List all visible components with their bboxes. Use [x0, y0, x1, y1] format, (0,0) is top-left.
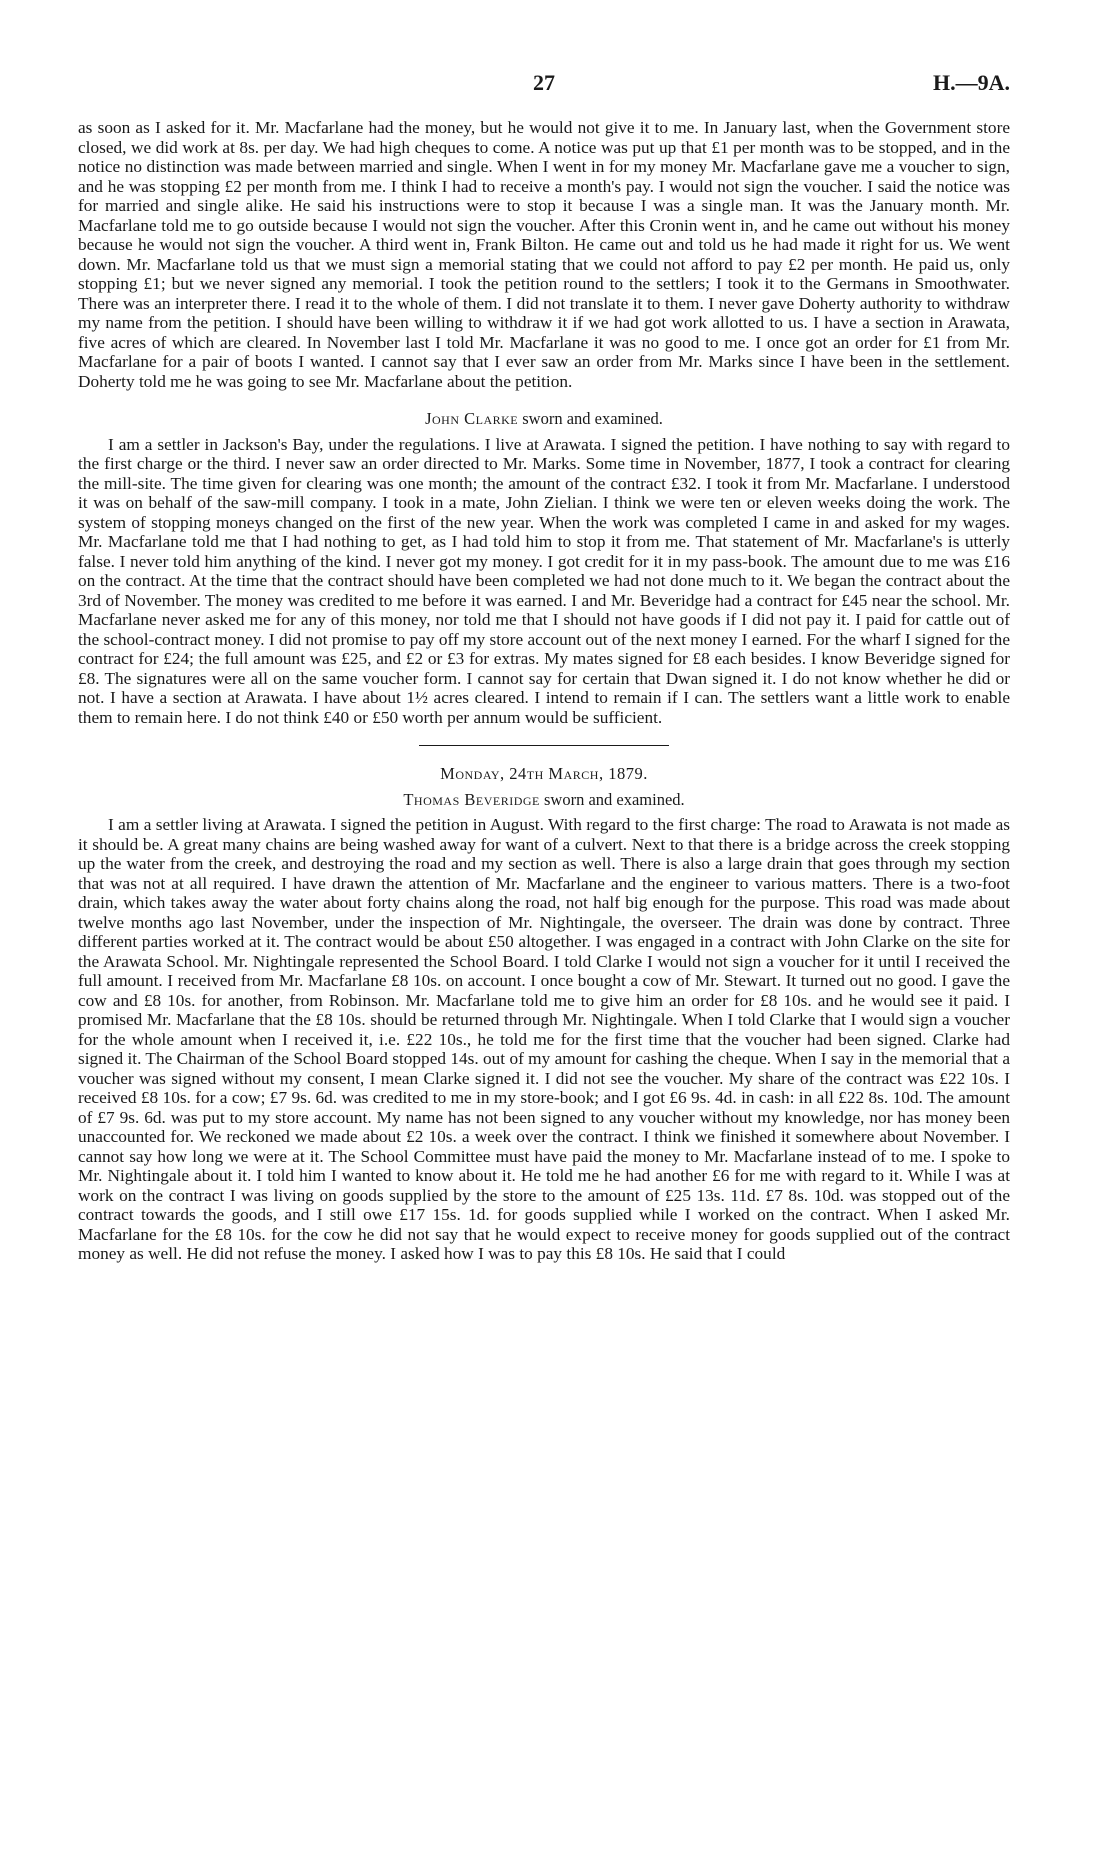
continuation-paragraph: as soon as I asked for it. Mr. Macfarlane had the money, but he would not give it to me. In January last, when the Government store closed, we did work at 8s. per day. We had high cheques to come. A notice was put up that £1 per month was to be stopped, and in the notice no distinction was made between married and single. When I went in for my money Mr. Macfarlane gave me a voucher to sign, and he was stopping £2 per month from me. I think I had to receive a month's pay. I would not sign the voucher. I said the notice was for married and single alike. He said his instructions were to stop it because I was a single man. It was the January month. Mr. Macfarlane told me to go outside because I would not sign the voucher. After this Cronin went in, and he came out without his money because he would not sign the voucher. A third went in, Frank Bilton. He came out and told us he had made it right for us. We went down. Mr. Macfarlane told us that we must sign a memorial stating that we could not afford to pay £2 per month. He paid us, only stopping £1; but we never signed any memorial. I took the petition round to the settlers; I took it to the Germans in Smoothwater. There was an interpreter there. I read it to the whole of them. I did not translate it to them. I never gave Doherty authority to withdraw my name from the petition. I should have been willing to withdraw it if we had got work allotted to us. I have a section in Arawata, five acres of which are cleared. In November last I told Mr. Macfarlane it was no good to me. I once got an order for £1 from Mr. Macfarlane for a pair of boots I wanted. I cannot say that I ever saw an order from Mr. Marks since I have been in the settlement. Doherty told me he was going to see Mr. Macfarlane about the petition. — [78, 118, 1010, 391]
witness-suffix: sworn and examined. — [544, 789, 685, 809]
page-number: 27 — [533, 70, 555, 95]
witness-suffix: sworn and examined. — [522, 409, 663, 428]
section-divider — [419, 745, 669, 746]
date-heading: Monday, 24th March, 1879. — [440, 764, 648, 783]
page-header — [78, 70, 1010, 100]
witness-heading-clarke — [78, 409, 1010, 429]
witness-heading-beveridge — [78, 790, 1010, 810]
witness-name: John Clarke — [425, 409, 519, 428]
testimony-paragraph: I am a settler in Jackson's Bay, under the regulations. I live at Arawata. I signed the petition. I have nothing to say with regard to the first charge or the third. I never saw an order directed to Mr. Marks. Some time in November, 1877, I took a contract for clearing the mill-site. The time given for clearing was one month; the amount of the contract £32. I took it from Mr. Macfarlane. I understood it was on behalf of the saw-mill company. I took in a mate, John Zielian. I think we were ten or eleven weeks doing the work. The system of stopping moneys changed on the first of the new year. When the work was completed I came in and asked for my wages. Mr. Macfarlane told me that I had nothing to get, as I had told him to stop it from me. That statement of Mr. Macfarlane's is utterly false. I never told him anything of the kind. I never got my money. I got credit for it in my pass-book. The amount due to me was £16 on the contract. At the time that the contract should have been completed we had not done much to it. We began the contract about the 3rd of November. The money was credited to me before it was earned. I and Mr. Beveridge had a contract for £45 near the school. Mr. Macfarlane never asked me for any of this money, nor told me that I should not have goods if I did not pay it. I paid for cattle out of the school-contract money. I did not promise to pay off my store account out of the next money I earned. For the wharf I signed for the contract for £24; the full amount was £25, and £2 or £3 for extras. My mates signed for £8 each besides. I know Beveridge signed for £8. The signatures were all on the same voucher form. I cannot say for certain that Dwan signed it. I do not know whether he did or not. I have a section at Arawata. I have about 1½ acres cleared. I intend to remain if I can. The settlers want a little work to enable them to remain here. I do not think £40 or £50 worth per annum would be sufficient. — [78, 434, 1010, 727]
witness-name: Thomas Beveridge — [403, 789, 540, 809]
document-body — [78, 118, 1010, 1264]
testimony-paragraph: I am a settler living at Arawata. I signed the petition in August. With regard to the first charge: The road to Arawata is not made as it should be. A great many chains are being washed away for want of a culvert. Next to that there is a bridge across the creek stopping up the water from the creek, and destroying the road and my section as well. There is also a large drain that goes through my section that was not at all required. I have drawn the attention of Mr. Macfarlane and the engineer to various matters. There is a two-foot drain, which takes away the water about forty chains along the road, not half big enough for the purpose. This road was made about twelve months ago last November, under the inspection of Mr. Nightingale, the overseer. The drain was done by contract. Three different parties worked at it. The contract would be about £50 altogether. I was engaged in a contract with John Clarke on the site for the Arawata School. Mr. Nightingale represented the School Board. I told Clarke I would not sign a voucher for it until I received the full amount. I received from Mr. Macfarlane £8 10s. on account. I once bought a cow of Mr. Stewart. It turned out no good. I gave the cow and £8 10s. for another, from Robinson. Mr. Macfarlane told me to give him an order for £8 10s. and he would see it paid. I promised Mr. Macfarlane that the £8 10s. should be returned through Mr. Nightingale. When I told Clarke that I would sign a voucher for the whole amount when I received it, i.e. £22 10s., he told me for the first time that the voucher had been signed. Clarke had signed it. The Chairman of the School Board stopped 14s. out of my amount for cashing the cheque. When I say in the memorial that a voucher was signed without my consent, I mean Clarke signed it. I did not see the voucher. My share of the contract was £22 10s. I received £8 10s. for a cow; £7 9s. 6d. was credited to me in my store-book; and I got £6 9s. 4d. in cash: in all £22 8s. 10d. The amount of £7 9s. 6d. was put to my store account. My name has not been signed to any voucher without my knowledge, nor has money been unaccounted for. We reckoned we made about £2 10s. a week over the contract. I think we finished it somewhere about November. I cannot say how long we were at it. The School Committee must have paid the money to Mr. Macfarlane instead of to me. I spoke to Mr. Nightingale about it. I told him I wanted to know about it. He told me he had another £6 for me with regard to it. While I was at work on the contract I was living on goods supplied by the store to the amount of £25 13s. 11d. £7 8s. 10d. was stopped out of the contract towards the goods, and I still owe £17 15s. 1d. for goods supplied while I worked on the contract. When I asked Mr. Macfarlane for the £8 10s. for the cow he did not say that he would expect to receive money for goods supplied out of the contract money as well. He did not refuse the money. I asked how I was to pay this £8 10s. He said that I could — [78, 815, 1010, 1263]
document-reference: H.—9A. — [933, 70, 1010, 95]
